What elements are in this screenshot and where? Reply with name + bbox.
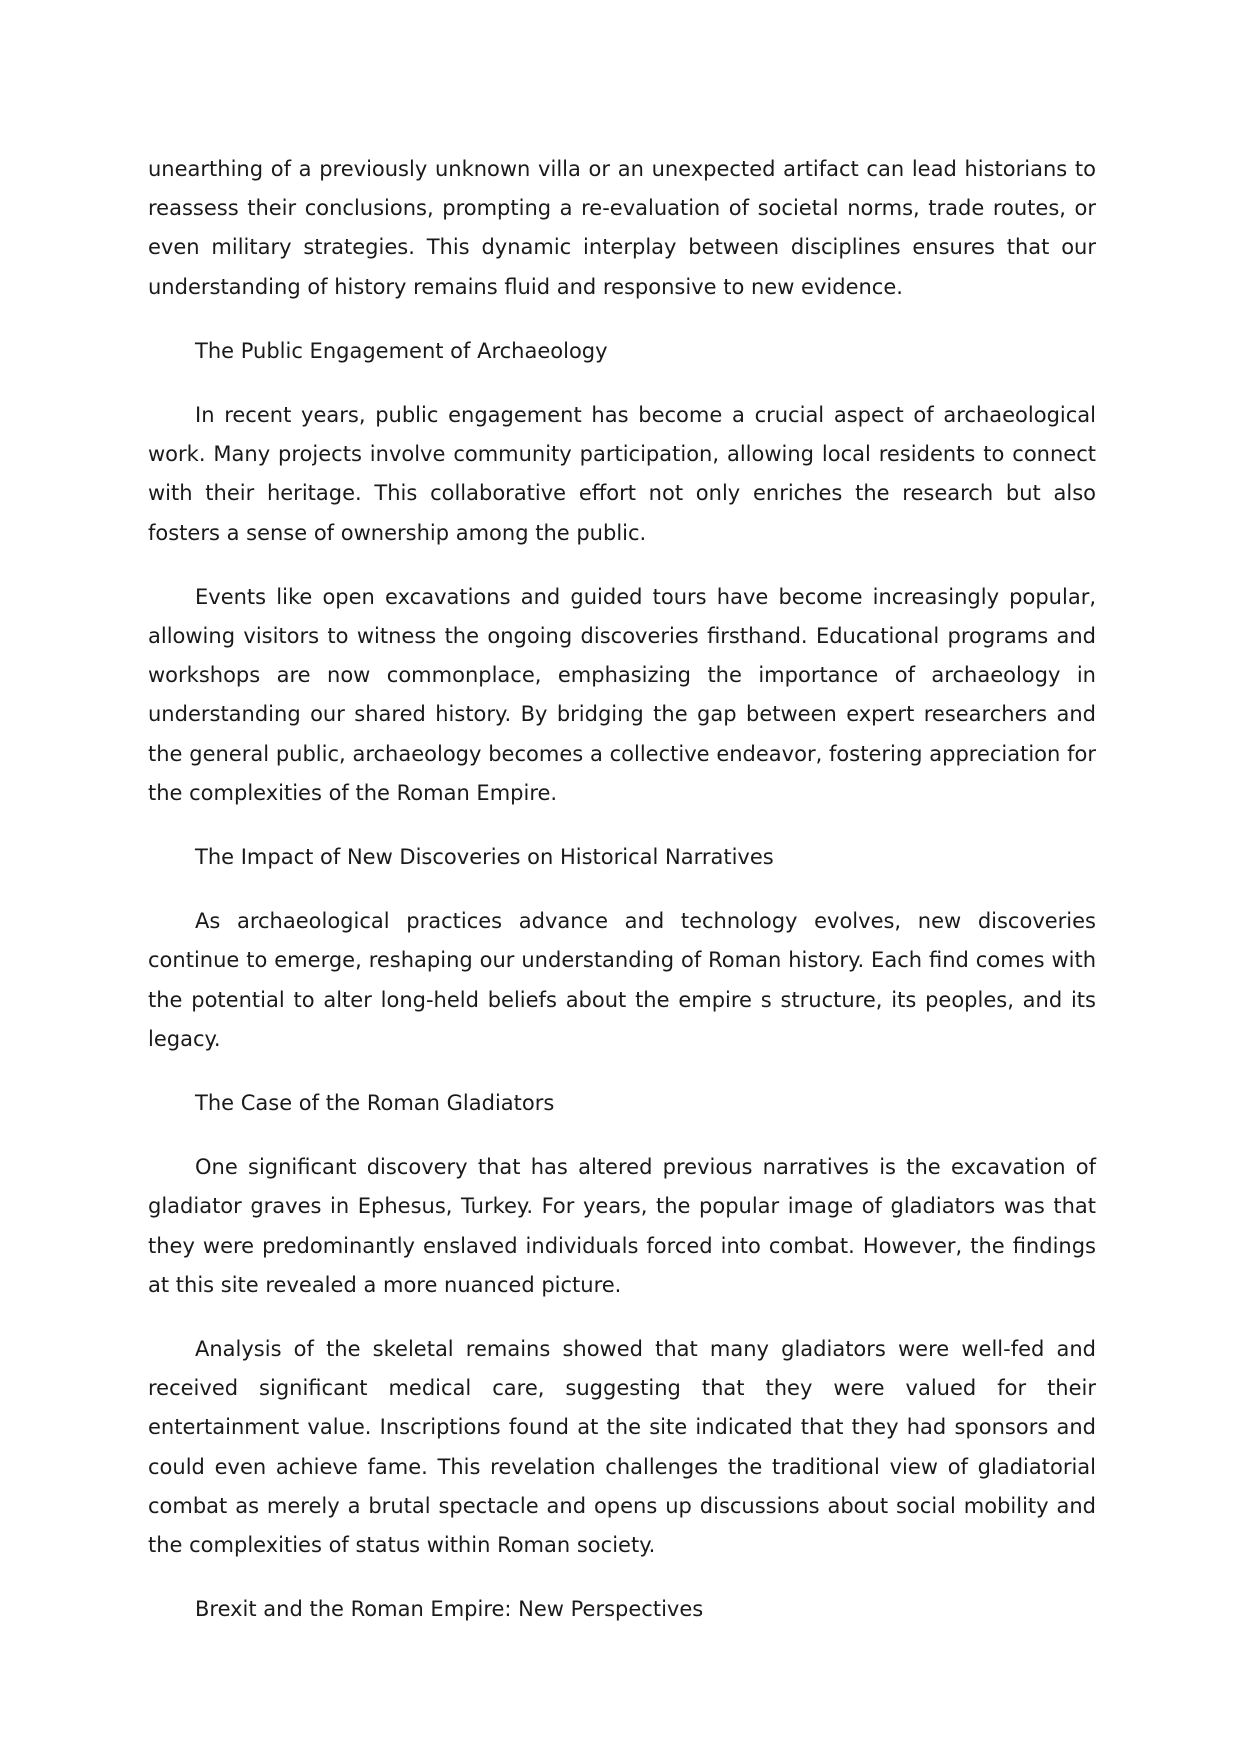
paragraph: As archaeological practices advance and technology evolves, new discoveries continue to emerge, reshaping our understanding of Roman history. Each find comes with the potential to alter long-held beliefs about the empire s structure, its peoples, and its legacy. xyxy=(148,909,1096,1051)
paragraph: Events like open excavations and guided tours have become increasingly popular, allowing visitors to witness the ongoing discoveries firsthand. Educational programs and workshops are now commonplace, emphasizing the importance of archaeology in understanding our shared history. By bridging the gap between expert researchers and the general public, archaeology becomes a collective endeavor, fostering appreciation for the complexities of the Roman Empire. xyxy=(148,584,1096,805)
document-body xyxy=(148,150,1096,1655)
section-heading-public-engagement: The Public Engagement of Archaeology xyxy=(195,338,608,363)
paragraph: In recent years, public engagement has become a crucial aspect of archaeological work. Many projects involve community participation, allowing local residents to connect with their heritage. This collaborative effort not only enriches the research but also fosters a sense of ownership among the public. xyxy=(148,403,1096,545)
paragraph: One significant discovery that has altered previous narratives is the excavation of gladiator graves in Ephesus, Turkey. For years, the popular image of gladiators was that they were predominantly enslaved individuals forced into combat. However, the findings at this site revealed a more nuanced picture. xyxy=(148,1155,1096,1297)
paragraph: Analysis of the skeletal remains showed that many gladiators were well-fed and received significant medical care, suggesting that they were valued for their entertainment value. Inscriptions found at the site indicated that they had sponsors and could even achieve fame. This revelation challenges the traditional view of gladiatorial combat as merely a brutal spectacle and opens up discussions about social mobility and the complexities of status within Roman society. xyxy=(148,1337,1096,1558)
section-heading-impact-of-discoveries: The Impact of New Discoveries on Historical Narratives xyxy=(195,845,774,870)
section-heading-brexit: Brexit and the Roman Empire: New Perspectives xyxy=(195,1597,704,1622)
paragraph-continuation: unearthing of a previously unknown villa or an unexpected artifact can lead historians to reassess their conclusions, prompting a re-evaluation of societal norms, trade routes, or even military strategies. This dynamic interplay between disciplines ensures that our understanding of history remains fluid and responsive to new evidence. xyxy=(148,157,1096,299)
section-heading-roman-gladiators: The Case of the Roman Gladiators xyxy=(195,1091,555,1116)
